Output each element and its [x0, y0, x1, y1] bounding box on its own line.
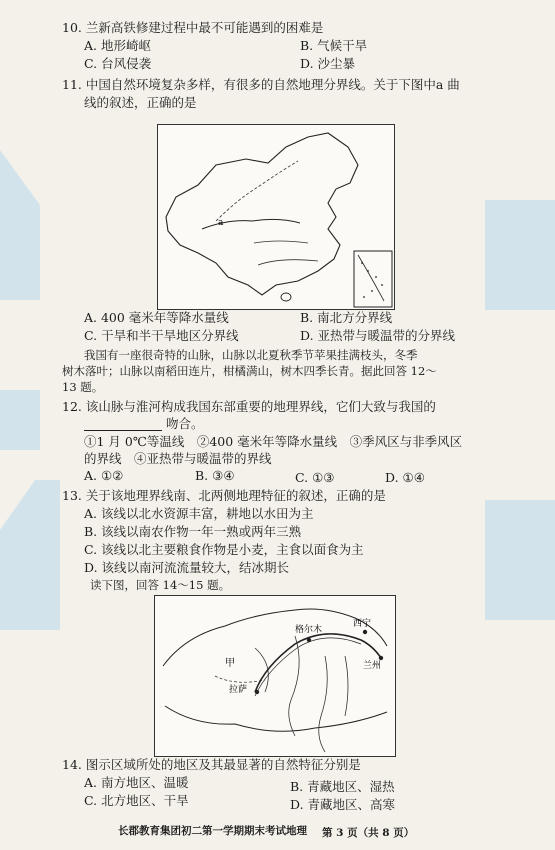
geermu-label: 格尔木 [295, 625, 323, 635]
watermark-left [0, 150, 70, 630]
read-map-instruction: 读下图，回答 14～15 题。 [90, 578, 231, 592]
watermark-right [480, 200, 555, 620]
q11-option-d: D. 亚热带与暖温带的分界线 [300, 328, 456, 343]
q13-option-b: B. 该线以南农作物一年一熟或两年三熟 [84, 524, 302, 539]
q12-option-d: D. ①④ [385, 470, 425, 485]
q11-stem-line2: 线的叙述，正确的是 [84, 95, 197, 110]
q12-stem-line2: 吻合。 [166, 416, 204, 431]
passage-line1: 我国有一座很奇特的山脉，山脉以北夏秋季节苹果挂满枝头，冬季 [84, 348, 418, 362]
q11-option-a: A. 400 毫米年等降水量线 [84, 310, 229, 325]
q14-stem: 14. 图示区域所处的地区及其最显著的自然特征分别是 [62, 757, 361, 772]
q10-option-d: D. 沙尘暴 [300, 56, 356, 71]
q12-option-b: B. ③④ [195, 468, 235, 483]
q11-option-c: C. 干旱和半干旱地区分界线 [84, 328, 239, 343]
q10-stem: 10. 兰新高铁修建过程中最不可能遇到的困难是 [62, 20, 324, 35]
q10-option-a: A. 地形崎岖 [84, 38, 151, 53]
china-map [157, 124, 395, 310]
q13-option-d: D. 该线以南河流流量较大，结冰期长 [84, 560, 290, 575]
q14-option-c: C. 北方地区、干旱 [84, 793, 189, 808]
qinghai-tibet-map-drawing [155, 596, 395, 756]
q11-option-b: B. 南北方分界线 [300, 310, 393, 325]
lasa-label: 拉萨 [229, 685, 248, 695]
q11-stem-line1: 11. 中国自然环境复杂多样，有很多的自然地理分界线。关于下图中a 曲 [62, 77, 460, 92]
qinghai-tibet-map [154, 595, 396, 757]
q12-options-line1: ①1 月 0℃等温线 ②400 毫米年等降水量线 ③季风区与非季风区 [84, 434, 463, 449]
q12-option-a: A. ①② [84, 468, 124, 483]
q13-option-a: A. 该线以北水资源丰富，耕地以水田为主 [84, 506, 314, 521]
xining-label: 西宁 [353, 619, 372, 629]
passage-line3: 13 题。 [62, 380, 104, 394]
q12-blank [84, 416, 162, 431]
q10-option-b: B. 气候干旱 [300, 38, 368, 53]
q14-option-b: B. 青藏地区、湿热 [290, 779, 395, 794]
map-curve-label: a [218, 218, 224, 228]
q12-option-c: C. ①③ [295, 470, 335, 485]
china-map-drawing [158, 125, 394, 309]
q14-option-a: A. 南方地区、温暖 [84, 775, 189, 790]
jia-label: 甲 [225, 658, 235, 669]
q13-option-c: C. 该线以北主要粮食作物是小麦，主食以面食为主 [84, 542, 364, 557]
q14-option-d: D. 青藏地区、高寒 [290, 797, 396, 812]
passage-line2: 树木落叶；山脉以南稻田连片，柑橘满山，树木四季长青。据此回答 12～ [62, 364, 437, 378]
q12-options-line2: 的界线 ④亚热带与暖温带的界线 [84, 451, 272, 466]
footer-page-number: 第 3 页（共 8 页） [322, 827, 415, 839]
q13-stem: 13. 关于该地理界线南、北两侧地理特征的叙述，正确的是 [62, 488, 386, 503]
footer-school: 长郡教育集团初二第一学期期末考试地理 [118, 825, 307, 837]
q10-option-c: C. 台风侵袭 [84, 56, 152, 71]
q12-stem-line1: 12. 该山脉与淮河构成我国东部重要的地理界线，它们大致与我国的 [62, 399, 436, 414]
lanzhou-label: 兰州 [363, 661, 382, 671]
